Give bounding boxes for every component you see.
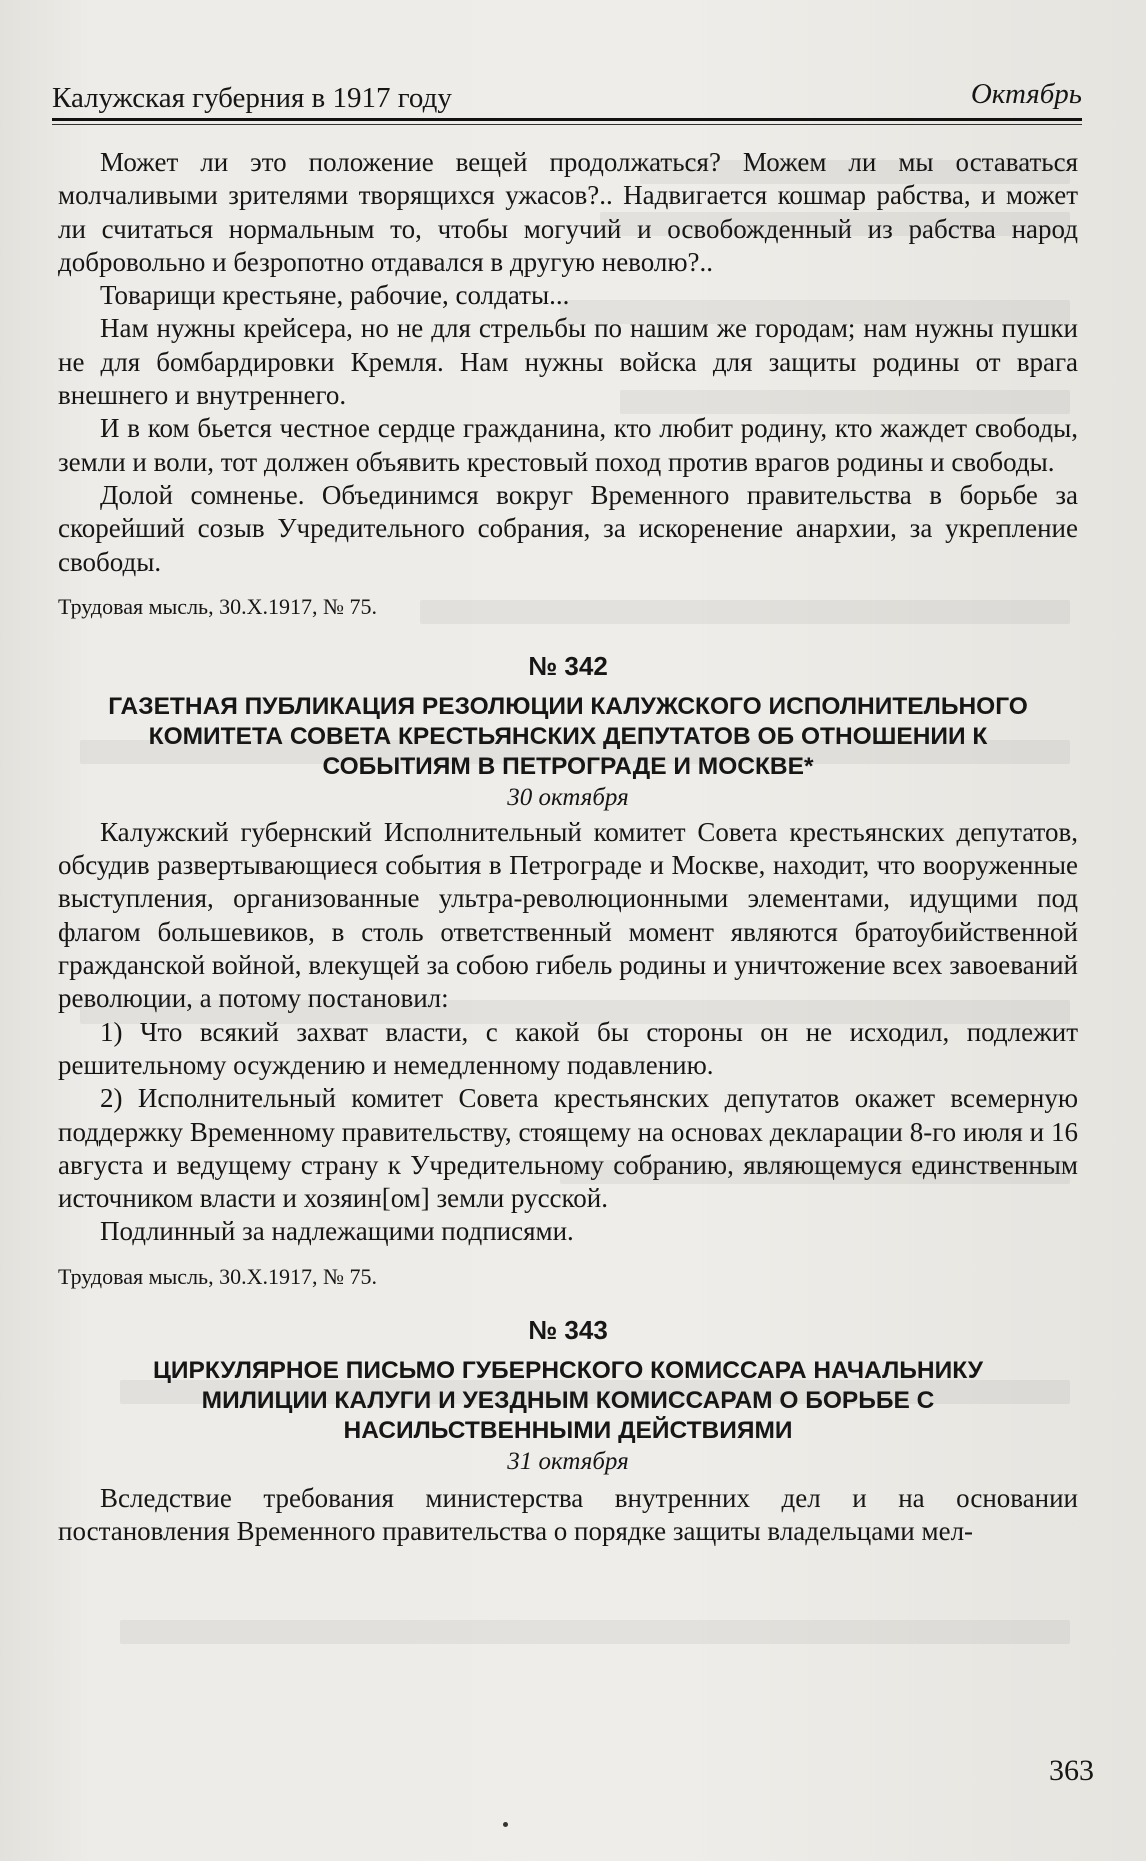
doc342-paragraph: 1) Что всякий захват власти, с какой бы стороны он не исходил, подлежит решительному осуждению и немедленному подавлению. <box>58 1016 1078 1080</box>
header-month: Октябрь <box>970 78 1082 110</box>
doc342-source: Трудовая мысль, 30.X.1917, № 75. <box>58 1263 377 1289</box>
doc342-title: ГАЗЕТНАЯ ПУБЛИКАЦИЯ РЕЗОЛЮЦИИ КАЛУЖСКОГО ИСПОЛНИТЕЛЬНОГО КОМИТЕТА СОВЕТА КРЕСТЬЯНСКИХ ДЕПУТАТОВ ОБ ОТНОШЕНИИ К СОБЫТИЯМ В ПЕТРОГРАДЕ И МОСКВЕ* <box>108 692 1028 780</box>
running-header <box>52 78 1082 118</box>
intro-paragraph: Товарищи крестьяне, рабочие, солдаты... <box>100 280 570 311</box>
doc343-paragraph: Вследствие требования министерства внутренних дел и на основании постановления Временного правительства о порядке защиты владельцами мел- <box>58 1482 1078 1547</box>
doc342-paragraph: Калужский губернский Исполнительный комитет Совета крестьянских депутатов, обсудив развертывающиеся события в Петрограде и Москве, находит, что вооруженные выступления, организованные ультра-революционными элементами, идущими под флагом большевиков, в столь ответственный момент являются братоубийственной гражданской войной, влекущей за собою гибель родины и уничтожение всех завоеваний революции, а потому постановил: <box>58 816 1078 1014</box>
intro-paragraph: Нам нужны крейсера, но не для стрельбы по нашим же городам; нам нужны пушки не для бомбардировки Кремля. Нам нужны войска для защиты родины от врага внешнего и внутреннего. <box>58 313 1078 411</box>
doc343-date: 31 октября <box>507 1447 629 1475</box>
intro-paragraph: И в ком бьется честное сердце гражданина, кто любит родину, кто жаждет свободы, земли и воли, тот должен объявить крестовый поход против врагов родины и свободы. <box>58 413 1078 477</box>
doc342-paragraph: Подлинный за надлежащими подписями. <box>100 1216 574 1247</box>
header-rule-thin <box>52 124 1082 125</box>
header-rule-thick <box>52 118 1082 121</box>
print-speck <box>503 1822 508 1827</box>
intro-paragraph: Долой сомненье. Объединимся вокруг Временного правительства в борьбе за скорейший созыв Учредительного собрания, за искоренение анархии, за укрепление свободы. <box>58 479 1078 577</box>
doc342-paragraph: 2) Исполнительный комитет Совета крестьянских депутатов окажет всемерную поддержку Временному правительству, стоящему на основах декларации 8-го июля и 16 августа и ведущему страну к Учредительному собранию, являющемуся единственным источником власти и хозяин[ом] земли русской. <box>58 1083 1078 1214</box>
page-number: 363 <box>1049 1754 1094 1787</box>
intro-source: Трудовая мысль, 30.X.1917, № 75. <box>58 593 377 619</box>
doc342-number: № 342 <box>528 650 608 681</box>
doc343-number: № 343 <box>528 1314 608 1345</box>
page-body <box>58 146 1078 1548</box>
doc342-date: 30 октября <box>507 783 629 811</box>
header-book-title: Калужская губерния в 1917 году <box>52 82 452 114</box>
doc343-title: ЦИРКУЛЯРНОЕ ПИСЬМО ГУБЕРНСКОГО КОМИССАРА НАЧАЛЬНИКУ МИЛИЦИИ КАЛУГИ И УЕЗДНЫМ КОМИССАРАМ О БОРЬБЕ С НАСИЛЬСТВЕННЫМИ ДЕЙСТВИЯМИ <box>152 1356 983 1444</box>
intro-paragraph: Может ли это положение вещей продолжаться? Можем ли мы оставаться молчаливыми зрителями творящихся ужасов?.. Надвигается кошмар рабства, и может ли считаться нормальным то, чтобы могучий и освобожденный из рабства народ добровольно и безропотно отдавался в другую неволю?.. <box>58 147 1078 277</box>
